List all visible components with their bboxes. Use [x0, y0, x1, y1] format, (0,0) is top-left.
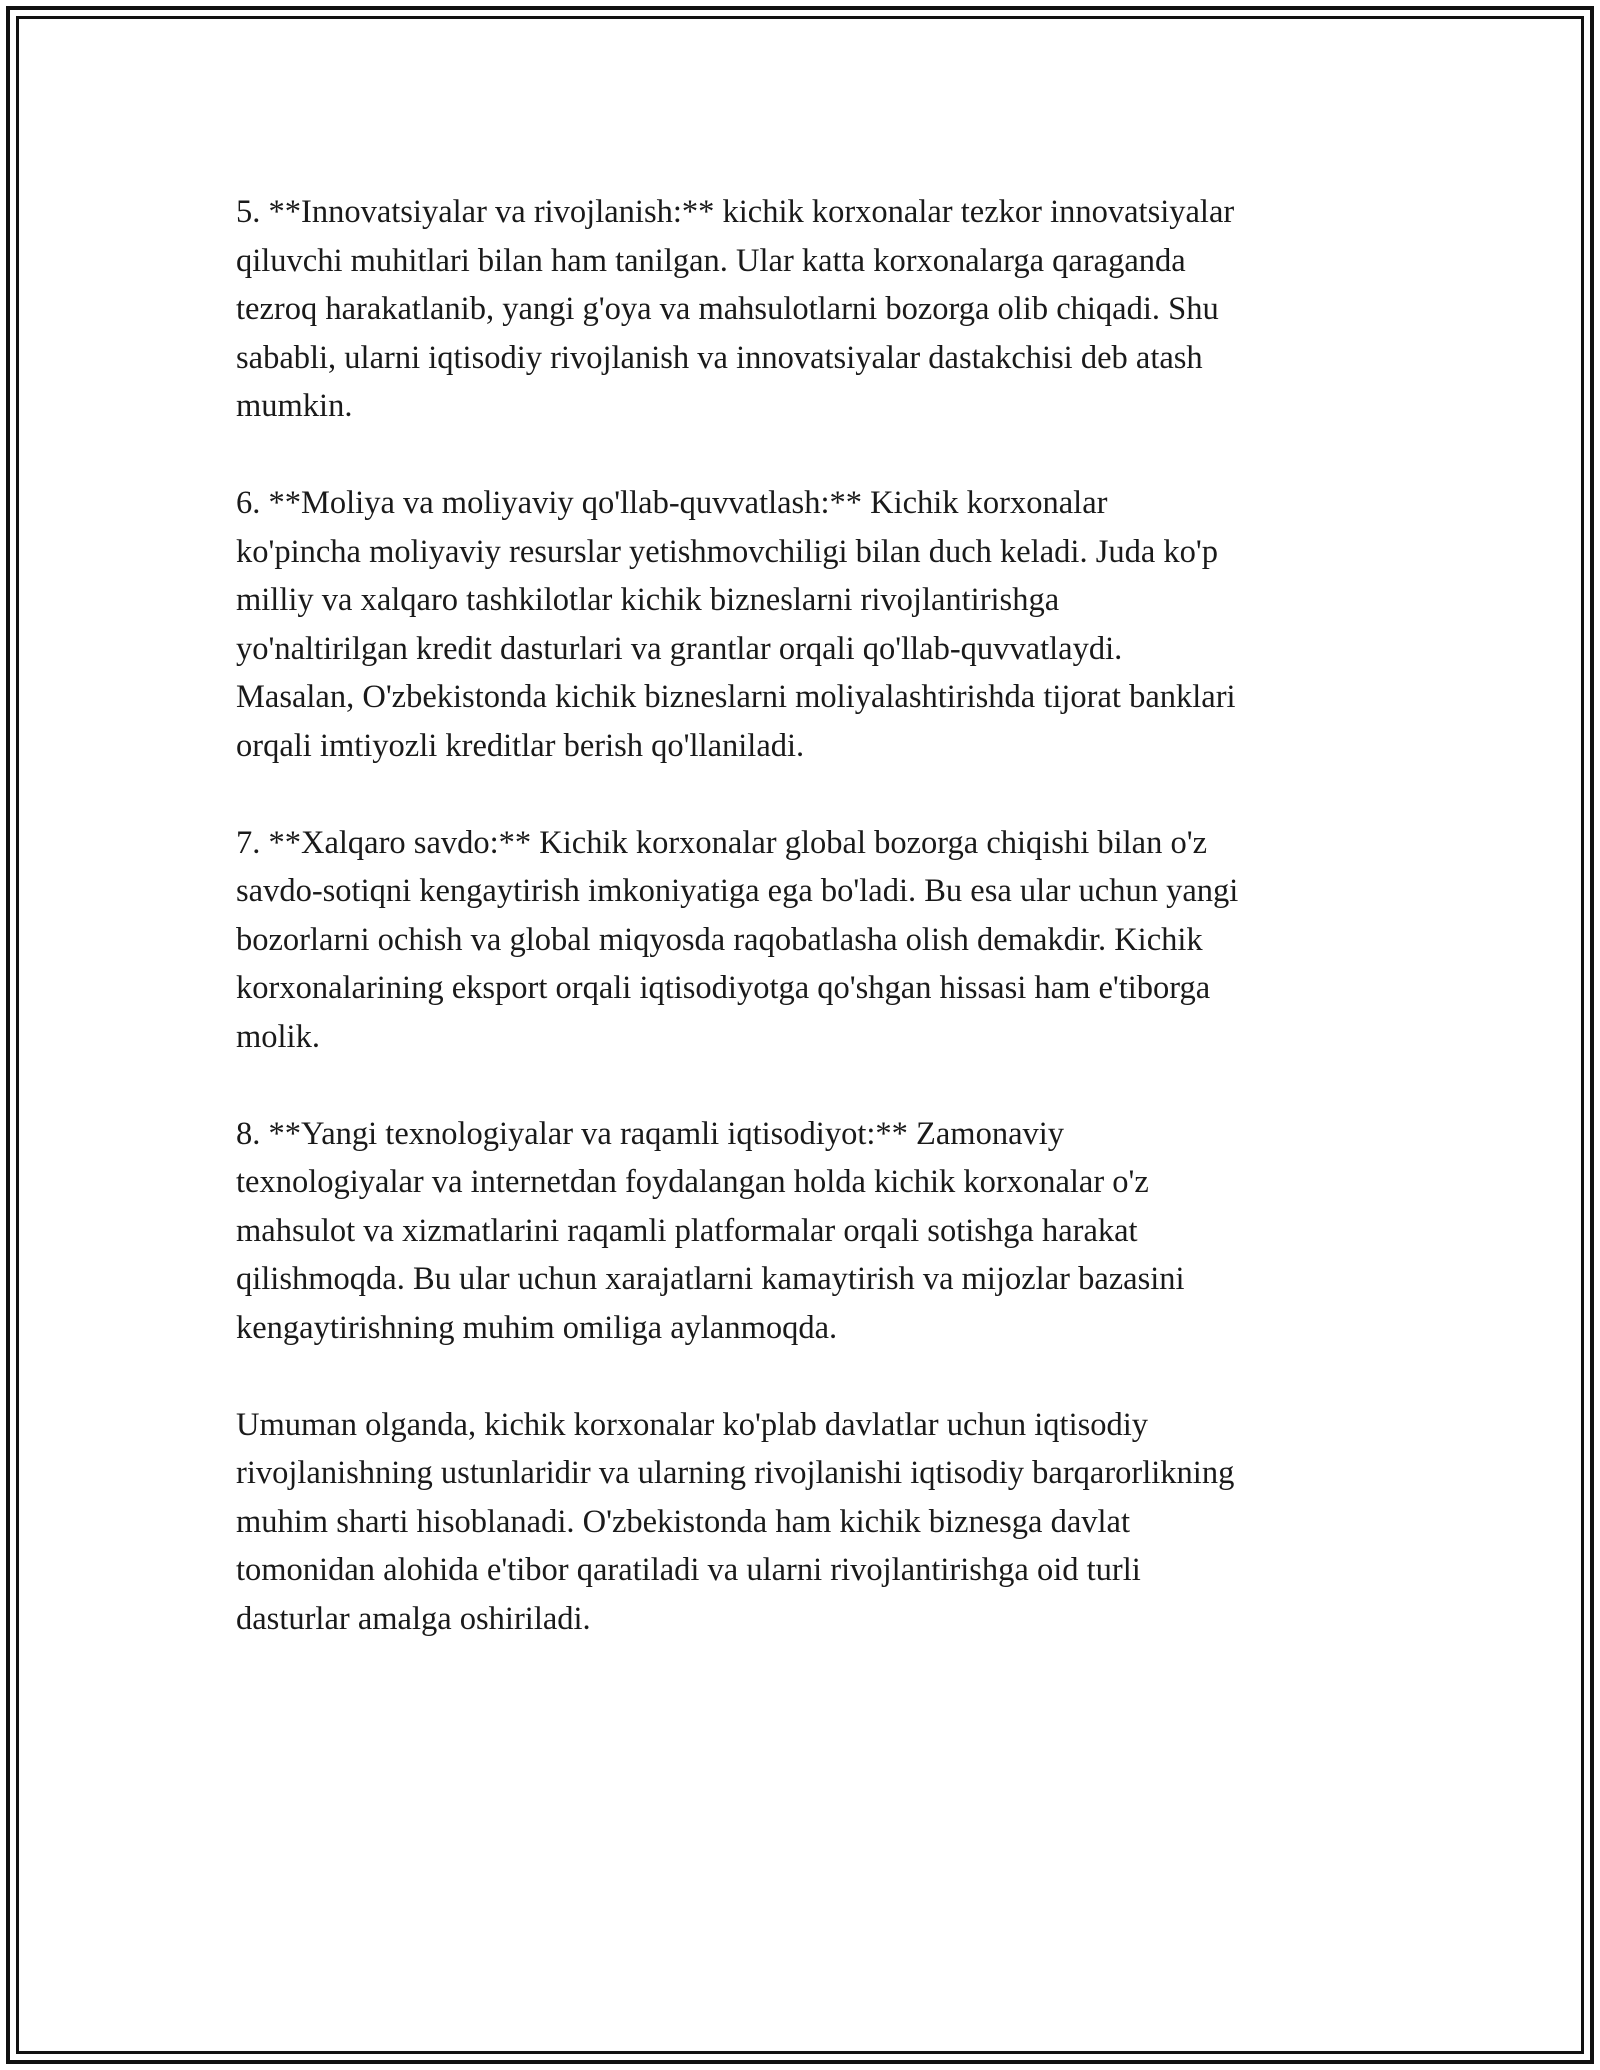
document-body — [236, 188, 1376, 1692]
paragraph-conclusion: Umuman olganda, kichik korxonalar ko'plab davlatlar uchun iqtisodiy rivojlanishning ustunlaridir va ularning rivojlanishi iqtisodiy barqarorlikning muhim sharti hisoblanadi. O'zbekistonda ham kichik biznesga davlat tomonidan alohida e'tibor qaratiladi va ularni rivojlantirishga oid turli dasturlar amalga oshiriladi. — [236, 1406, 1235, 1637]
paragraph-digital-economy: 8. **Yangi texnologiyalar va raqamli iqtisodiyot:** Zamonaviy texnologiyalar va internetdan foydalangan holda kichik korxonalar o'z mahsulot va xizmatlarini raqamli platformalar orqali sotishga harakat qilishmoqda. Bu ular uchun xarajatlarni kamaytirish va mijozlar bazasini kengaytirishning muhim omiliga aylanmoqda. — [236, 1115, 1185, 1346]
paragraph-international-trade: 7. **Xalqaro savdo:** Kichik korxonalar global bozorga chiqishi bilan o'z savdo-sotiqni kengaytirish imkoniyatiga ega bo'ladi. Bu esa ular uchun yangi bozorlarni ochish va global miqyosda raqobatlasha olish demakdir. Kichik korxonalarining eksport orqali iqtisodiyotga qo'shgan hissasi ham e'tiborga molik. — [236, 824, 1239, 1055]
paragraph-innovations: 5. **Innovatsiyalar va rivojlanish:** kichik korxonalar tezkor innovatsiyalar qiluvchi muhitlari bilan ham tanilgan. Ular katta korxonalarga qaraganda tezroq harakatlanib, yangi g'oya va mahsulotlarni bozorga olib chiqadi. Shu sababli, ularni iqtisodiy rivojlanish va innovatsiyalar dastakchisi deb atash mumkin. — [236, 194, 1235, 424]
paragraph-finance: 6. **Moliya va moliyaviy qo'llab-quvvatlash:** Kichik korxonalar ko'pincha moliyaviy resurslar yetishmovchiligi bilan duch keladi. Juda ko'p milliy va xalqaro tashkilotlar kichik bizneslarni rivojlantirishga yo'naltirilgan kredit dasturlari va grantlar orqali qo'llab-quvvatlaydi. Masalan, O'zbekistonda kichik bizneslarni moliyalashtirishda tijorat banklari orqali imtiyozli kreditlar berish qo'llaniladi. — [236, 485, 1236, 764]
